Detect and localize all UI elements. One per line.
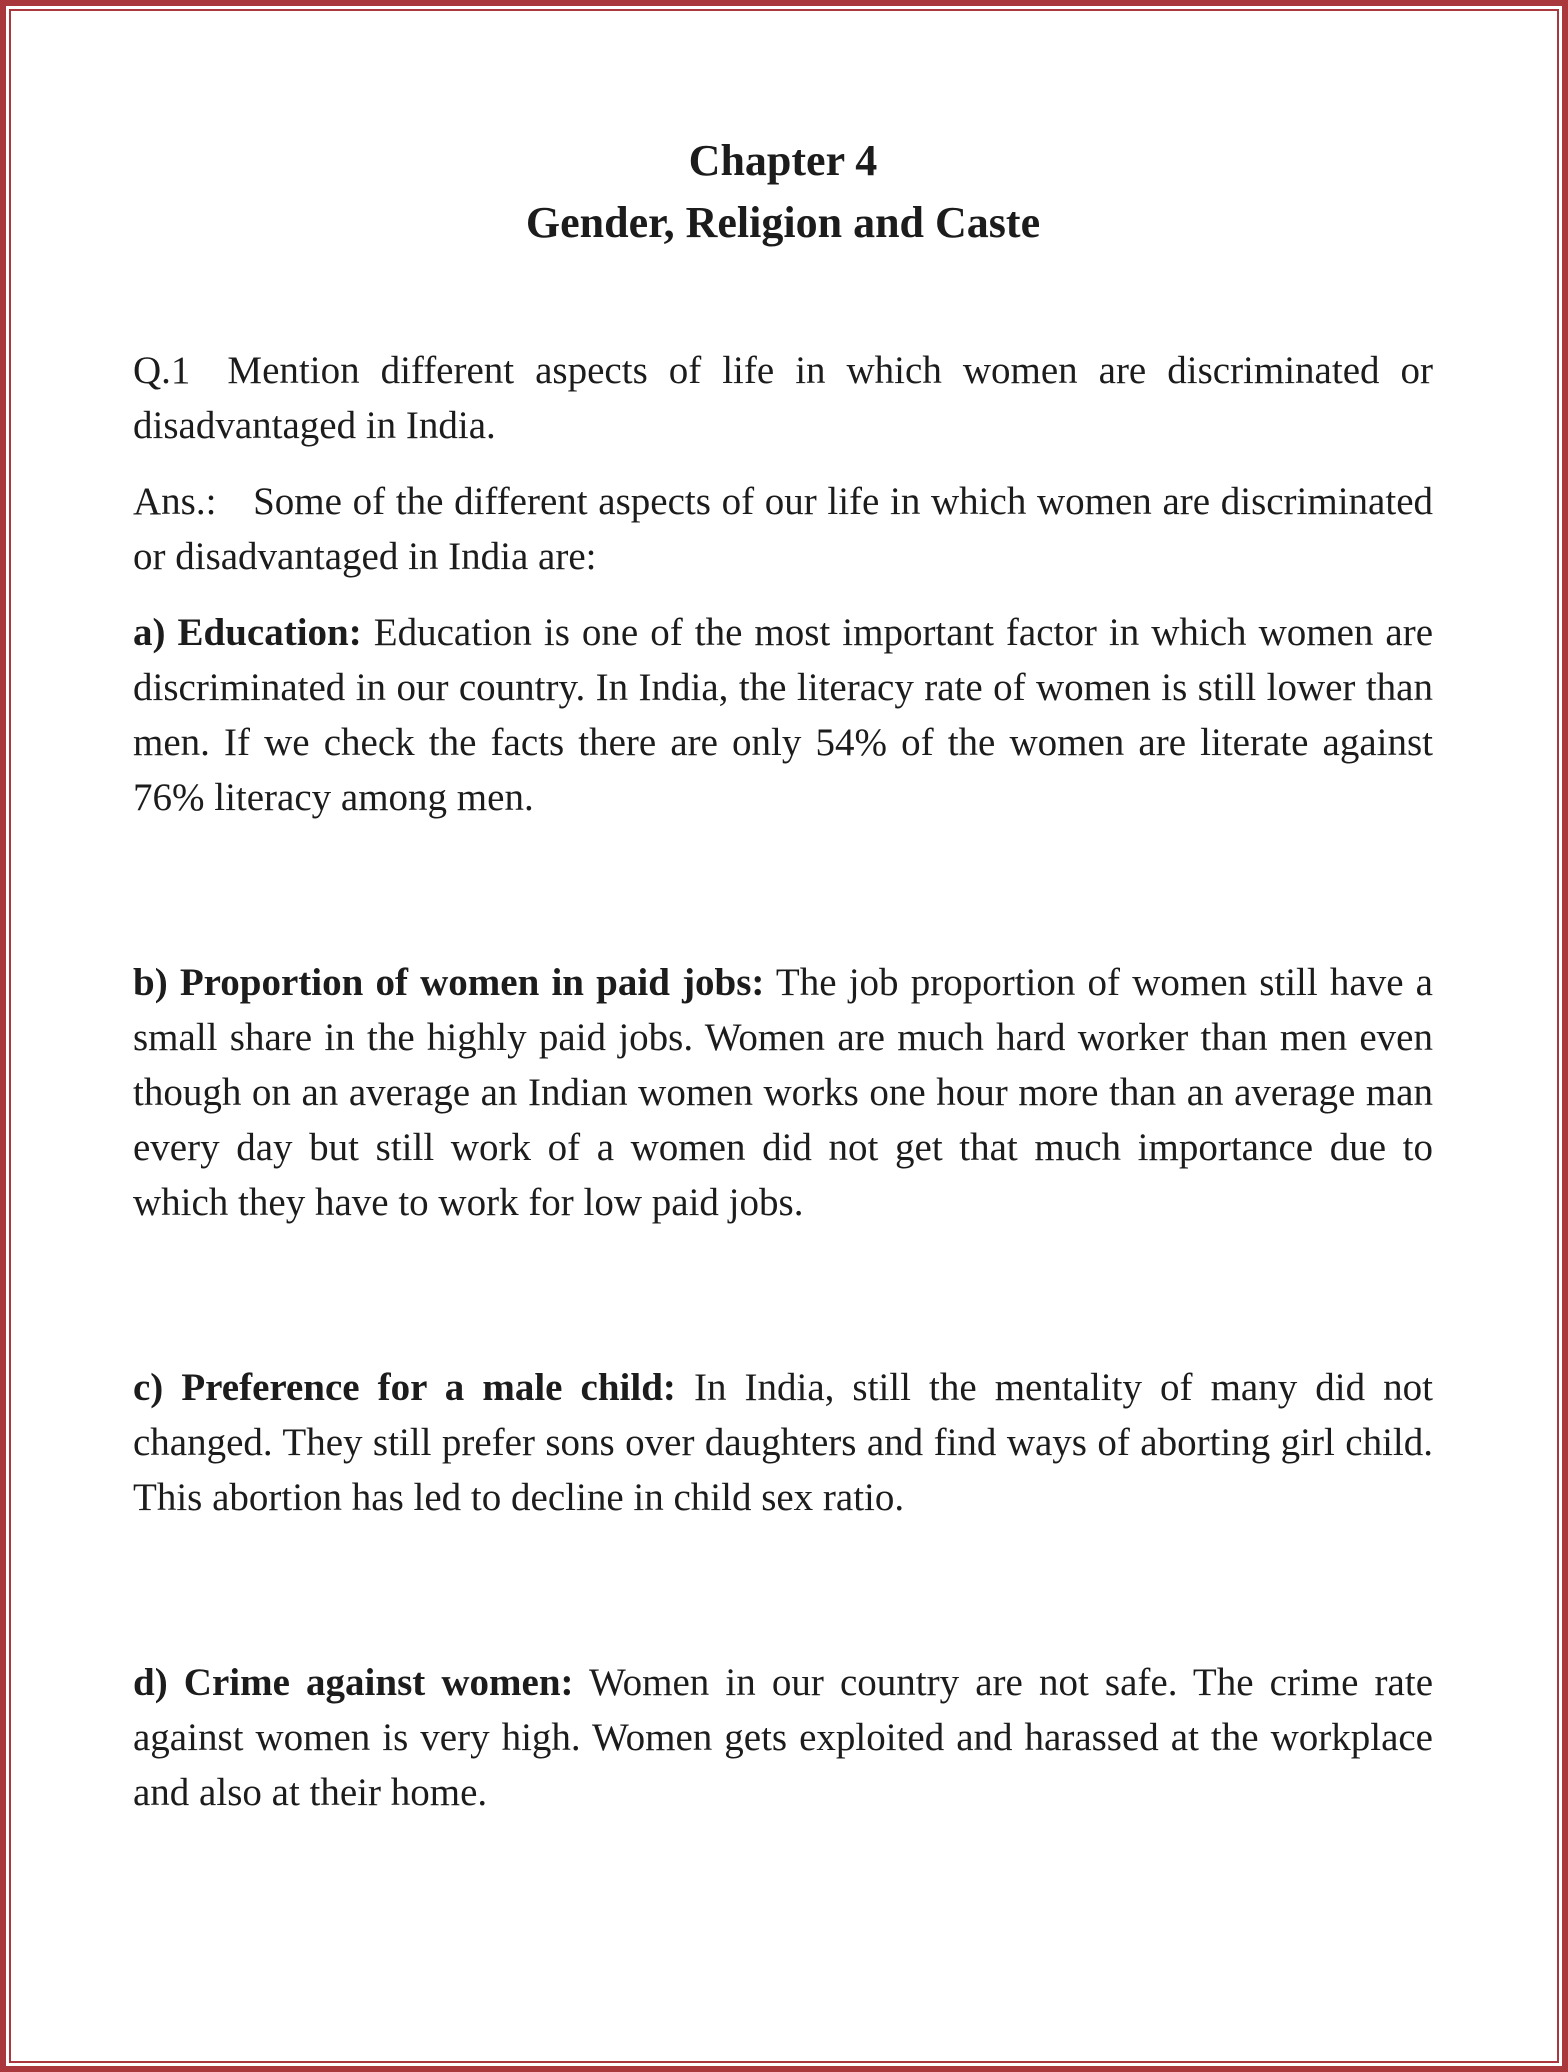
answer-label: Ans.: [133,480,217,523]
point-text: Education is one of the most important factor in which women are discriminated in our country. In India, the literacy rate of women is still lower than men. If we check the facts there are only 54% of the women are literate against 76% literacy among men. [133,611,1433,819]
question-label: Q.1 [133,349,191,392]
chapter-number: Chapter 4 [688,136,878,185]
point-text: Women in our country are not safe. The crime rate against women is very high. Women gets exploited and harassed at the workplace and also at their home. [133,1661,1433,1814]
document-body [133,130,1433,1820]
point-heading: d) Crime against women: [133,1661,574,1704]
point-male-child [133,1360,1433,1525]
chapter-heading [133,130,1433,254]
answer-intro [133,474,1433,584]
question [133,343,1433,453]
point-text: The job proportion of women still have a small share in the highly paid jobs. Women are much hard worker than men even though on an average an Indian women works one hour more than an average man every day but still work of a women did not get that much importance due to which they have to work for low paid jobs. [133,961,1433,1224]
point-text: In India, still the mentality of many did not changed. They still prefer sons over daughters and find ways of aborting girl child. This abortion has led to decline in child sex ratio. [133,1366,1433,1519]
question-text: Mention different aspects of life in which women are discriminated or disadvantaged in India. [133,349,1433,447]
point-heading: b) Proportion of women in paid jobs: [133,961,765,1004]
point-education [133,605,1433,825]
answer-intro-text: Some of the different aspects of our life in which women are discriminated or disadvantaged in India are: [133,480,1433,578]
point-heading: c) Preference for a male child: [133,1366,676,1409]
point-crime [133,1655,1433,1820]
chapter-title: Gender, Religion and Caste [525,198,1041,247]
point-paid-jobs [133,955,1433,1230]
point-heading: a) Education: [133,611,362,654]
